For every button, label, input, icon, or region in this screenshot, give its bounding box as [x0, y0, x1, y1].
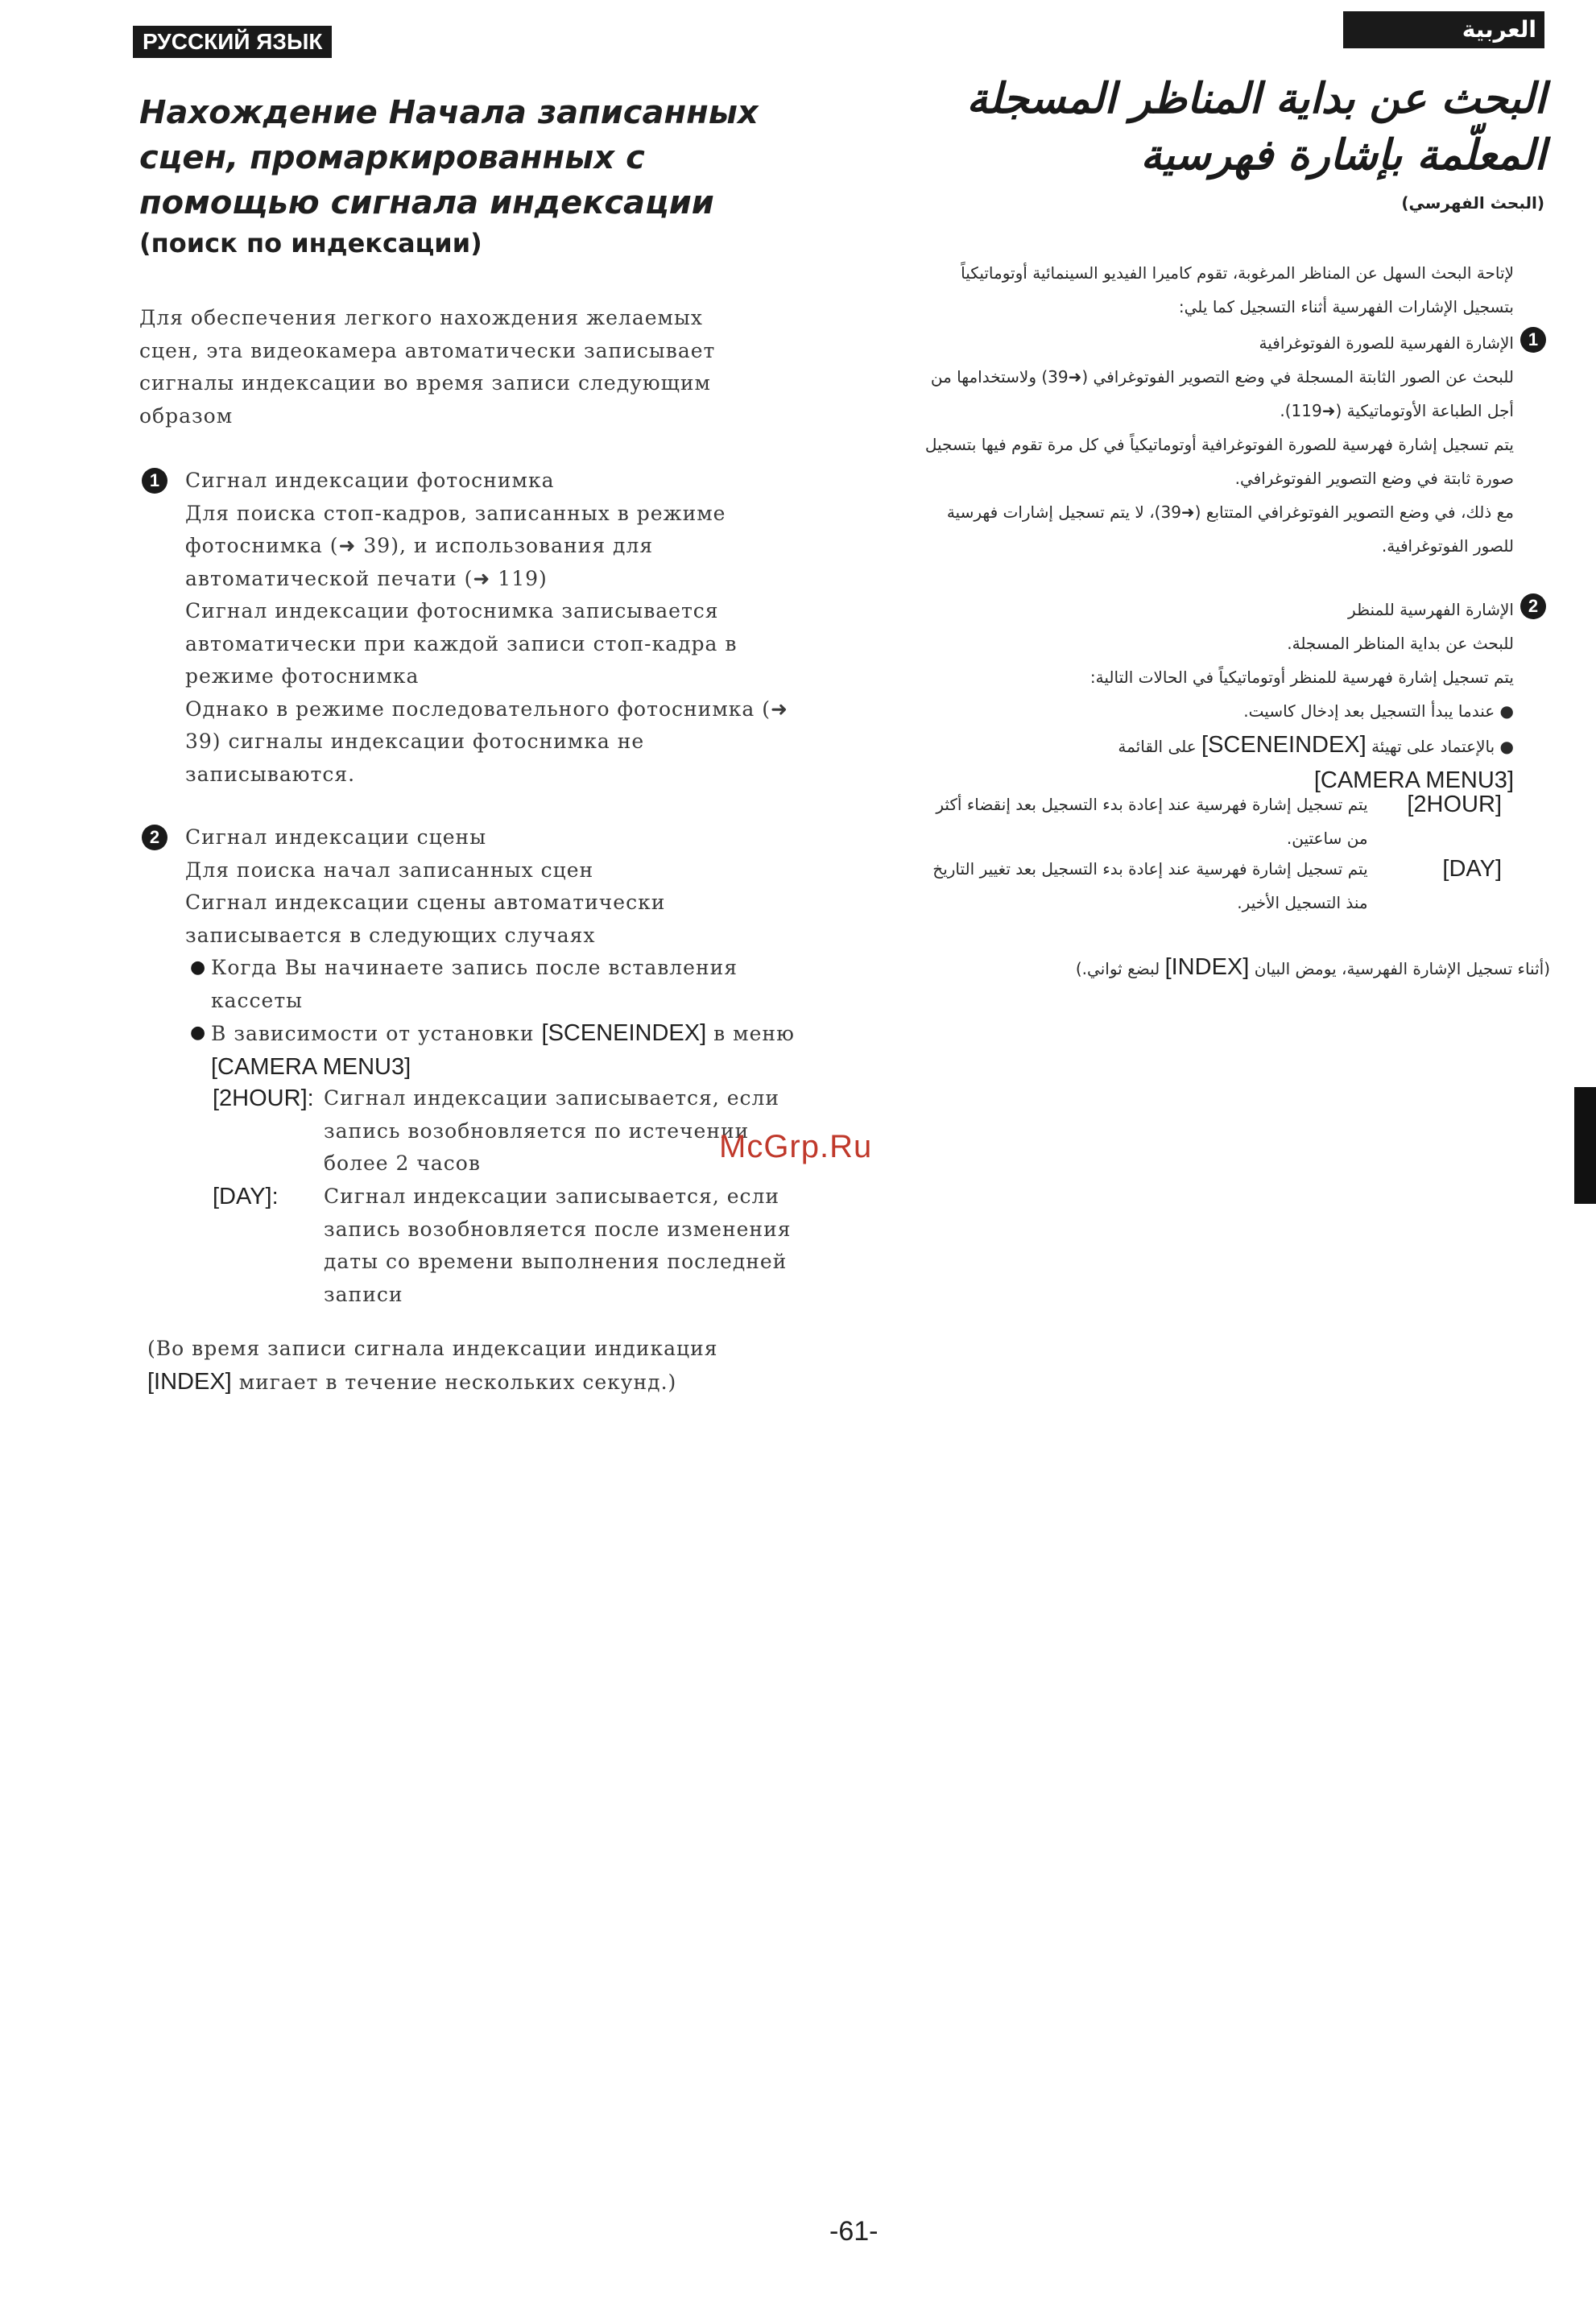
ru-section-1-para-1: Для поиска стоп-кадров, записанных в режиме фотоснимка (➜ 39), и использования для автоматической печати (➜ 119): [185, 501, 726, 590]
ru-option-2hour-key: [2HOUR]:: [213, 1085, 314, 1111]
ru-bullet-2-text: В зависимости от установки: [211, 1022, 535, 1045]
ar-option-2hour-key: [2HOUR]: [1407, 792, 1502, 817]
ar-page-title-line-2: المعلّمة بإشارة فهرسية: [1140, 131, 1546, 180]
ru-section-2-para-1: Для поиска начал записанных сцен: [185, 858, 594, 882]
watermark: McGrp.Ru: [719, 1129, 873, 1164]
ar-footnote-pre: (أثناء تسجيل الإشارة الفهرسية، يومض البيان: [1254, 959, 1550, 978]
ar-section-1-number: 1: [1520, 327, 1546, 353]
lang-tag-arabic: العربية: [1343, 11, 1544, 48]
ar-sceneindex-label: [SCENEINDEX]: [1201, 732, 1367, 758]
ar-section-1-heading: الإشارة الفهرسية للصورة الفوتوغرافية: [1259, 333, 1514, 353]
bullet-dot-icon: ●: [190, 957, 207, 978]
ru-section-1-para-2: Сигнал индексации фотоснимка записывается автоматически при каждой записи стоп-кадра в режиме фотоснимка: [185, 599, 738, 688]
ar-section-2-para-1: للبحث عن بداية المناظر المسجلة.: [1287, 634, 1514, 653]
ar-option-2hour: [910, 788, 1502, 855]
ru-section-1-heading: Сигнал индексации фотоснимка: [185, 469, 555, 492]
ru-bullet-1: [190, 952, 823, 1017]
ru-footnote: [147, 1333, 792, 1399]
ar-index-label: [INDEX]: [1164, 954, 1250, 980]
ru-bullet-1-text: Когда Вы начинаете запись после вставления кассеты: [211, 956, 738, 1012]
ru-option-2hour-text: Сигнал индексации записывается, если запись возобновляется по истечении более 2 часов: [324, 1086, 780, 1175]
ar-section-1-para-1: للبحث عن الصور الثابتة المسجلة في وضع التصوير الفوتوغرافي (➜39) ولاستخدامها من أجل الطباعة الأوتوماتيكية (➜119).: [930, 367, 1514, 420]
ar-bullet-2: [910, 728, 1514, 763]
page-number: -61-: [829, 2216, 879, 2247]
ru-page-title: Нахождение Начала записанных сцен, промаркированных с помощью сигнала индексации: [139, 94, 759, 221]
ar-option-day: [910, 852, 1502, 920]
ar-page-title: [837, 71, 1546, 184]
ru-option-day-text: Сигнал индексации записывается, если запись возобновляется после изменения даты со времени выполнения последней записи: [324, 1185, 792, 1306]
ru-section-1-number: 1: [142, 468, 167, 494]
ru-camera-menu3-label: [CAMERA MENU3]: [211, 1053, 411, 1080]
lang-tag-russian: РУССКИЙ ЯЗЫК: [133, 26, 332, 58]
ru-section-1-para-3: Однако в режиме последовательного фотоснимка (➜ 39) сигналы индексации фотоснимка не записываются.: [185, 697, 788, 786]
ar-section-2: [910, 593, 1514, 799]
ar-option-day-text: يتم تسجيل إشارة فهرسية عند إعادة بدء التسجيل بعد تغيير التاريخ منذ التسجيل الأخير.: [932, 859, 1368, 912]
ru-footnote-post: мигает в течение нескольких секунд.): [238, 1370, 677, 1394]
ar-section-2-heading: الإشارة الفهرسية للمنظر: [1348, 600, 1514, 619]
ar-bullet-2-text-mid: على القائمة: [1118, 737, 1197, 756]
ar-footnote-post: لبضع ثواني.): [1075, 959, 1160, 978]
ru-footnote-pre: (Во время записи сигнала индексации индикация: [147, 1337, 718, 1360]
ru-section-2-para-2: Сигнал индексации сцены автоматически записывается в следующих случаях: [185, 891, 666, 947]
ar-option-2hour-text: يتم تسجيل إشارة فهرسية عند إعادة بدء التسجيل بعد إنقضاء أكثر من ساعتين.: [936, 795, 1368, 848]
ru-index-label: [INDEX]: [147, 1368, 232, 1395]
ar-option-day-key: [DAY]: [1442, 856, 1502, 882]
ar-page-subtitle: (البحث الفهرسي): [1401, 193, 1544, 213]
side-tab-marker: [1574, 1087, 1596, 1204]
ru-bullet-2: [190, 1017, 823, 1084]
ar-bullet-2-text: ● بالإعتماد على تهيئة: [1371, 737, 1514, 756]
ar-section-1: [910, 326, 1514, 563]
ar-section-2-para-2: يتم تسجيل إشارة فهرسية للمنظر أوتوماتيكياً في الحالات التالية:: [1089, 668, 1514, 687]
ar-page-title-line-1: البحث عن بداية المناظر المسجلة: [966, 75, 1546, 123]
ru-sceneindex-label: [SCENEINDEX]: [541, 1020, 707, 1046]
bullet-dot-icon: ●: [190, 1023, 207, 1043]
ru-section-1: [185, 465, 813, 791]
ru-page-subtitle: (поиск по индексации): [139, 228, 482, 258]
ru-section-2: [185, 821, 813, 952]
ru-section-2-number: 2: [142, 825, 167, 850]
ru-option-day-key: [DAY]:: [213, 1184, 279, 1209]
ar-section-1-para-3: مع ذلك، في وضع التصوير الفوتوغرافي المتتابع (➜39)، لا يتم تسجيل إشارات فهرسية للصور الفوتوغرافية.: [946, 502, 1514, 556]
ar-footnote: [950, 950, 1550, 986]
ar-bullet-1: ● عندما يبدأ التسجيل بعد إدخال كاسيت.: [1243, 701, 1514, 721]
ru-intro-paragraph: Для обеспечения легкого нахождения желаемых сцен, эта видеокамера автоматически записывает сигналы индексации во время записи следующим образом: [139, 306, 716, 428]
ar-section-1-para-2: يتم تسجيل إشارة فهرسية للصورة الفوتوغرافية أوتوماتيكياً في كل مرة تقوم فيها بتسجيل صورة ثابتة في وضع التصوير الفوتوغرافي.: [924, 435, 1514, 488]
ru-bullet-2-text-mid: в меню: [713, 1022, 795, 1045]
ar-camera-menu3-label: [CAMERA MENU3]: [1313, 767, 1514, 793]
ar-intro-paragraph: لإتاحة البحث السهل عن المناظر المرغوبة، تقوم كاميرا الفيديو السينمائية أوتوماتيكياً بتسجيل الإشارات الفهرسية أثناء التسجيل كما يلي:: [961, 263, 1514, 316]
ru-section-2-heading: Сигнал индексации сцены: [185, 825, 487, 849]
ar-section-2-number: 2: [1520, 593, 1546, 619]
ru-option-day: [213, 1180, 825, 1311]
